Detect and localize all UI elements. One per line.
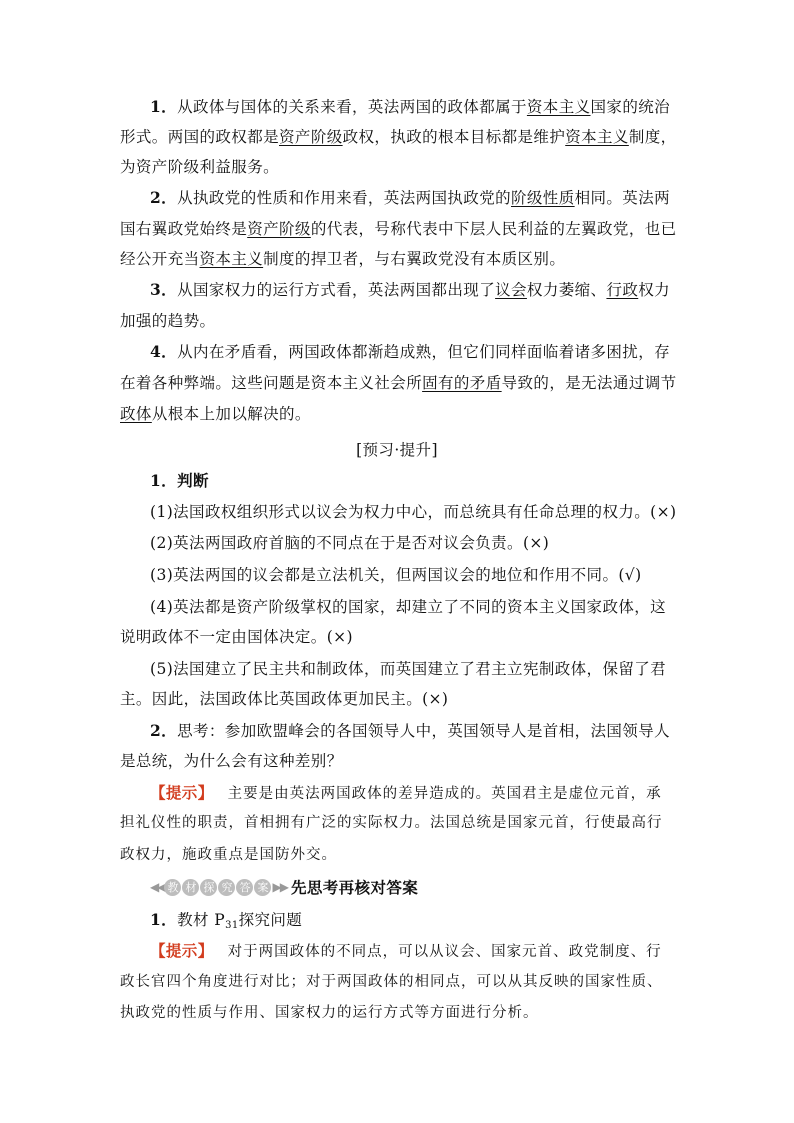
think-tip-line-1: 【提示】 主要是由英法两国政体的差异造成的。英国君主是虚位元首，承 [150,783,662,802]
think-line-1: 2．思考：参加欧盟峰会的各国领导人中，英国领导人是首相，法国领导人 [150,721,670,740]
banner-seal-char: 案 [254,879,271,896]
tip-label: 【提示】 [150,941,214,960]
banner-seal-char: 答 [236,879,253,896]
point-2-line-3: 经公开充当资本主义制度的捍卫者，与右翼政党没有本质区别。 [120,250,566,268]
point-1-line-1: 1．从政体与国体的关系来看，英法两国的政体都属于资本主义国家的统治 [150,97,671,116]
point-1-line-2: 形式。两国的政权都是资产阶级政权，执政的根本目标都是维护资本主义制度， [120,128,677,146]
textbook-tip-line-2: 政长官四个角度进行对比；对于两国政体的相同点，可以从其反映的国家性质、 [120,974,663,990]
textbook-tip-line-3: 执政党的性质与作用、国家权力的运行方式等方面进行分析。 [120,1005,539,1021]
point-3-line-2: 加强的趋势。 [120,312,216,330]
think-tip-line-3: 政权力，施政重点是国防外交。 [120,847,337,863]
judge-item-5-line-1: (5)法国建立了民主共和制政体，而英国建立了君主立宪制政体，保留了君 [150,660,667,678]
think-line-2: 是总统，为什么会有这种差别？ [120,752,343,770]
answer-banner [150,876,418,898]
point-4-line-3: 政体从根本上加以解决的。 [120,405,311,423]
tip-label: 【提示】 [150,783,214,802]
point-2-line-1: 2．从执政党的性质和作用来看，英法两国执政党的阶级性质相同。英法两 [150,188,671,207]
judge-item-1: (1)法国政权组织形式以议会为权力中心，而总统具有任命总理的权力。(×) [150,503,677,521]
point-2-line-2: 国右翼政党始终是资产阶级的代表，号称代表中下层人民利益的左翼政党，也已 [120,220,677,238]
point-3-line-1: 3．从国家权力的运行方式看，英法两国都出现了议会权力萎缩、行政权力 [150,280,671,299]
judge-item-4-line-1: (4)英法都是资产阶级掌权的国家，却建立了不同的资本主义国家政体，这 [150,598,667,616]
judge-item-5-line-2: 主。因此，法国政体比英国政体更加民主。(×) [120,690,449,708]
judge-title: 1．判断 [150,471,209,490]
textbook-question-title: 1．教材 $P_{31}$探究问题 [150,910,303,931]
banner-seal-char: 究 [218,879,235,896]
judge-item-2: (2)英法两国政府首脑的不同点在于是否对议会负责。(×) [150,534,550,552]
think-tip-line-2: 担礼仪性的职责，首相拥有广泛的实际权力。法国总统是国家元首，行使最高行 [120,815,663,831]
judge-item-4-line-2: 说明政体不一定由国体决定。(×) [120,628,353,646]
judge-item-3: (3)英法两国的议会都是立法机关，但两国议会的地位和作用不同。(√) [150,566,642,584]
banner-title: 先思考再核对答案 [290,878,419,897]
banner-seal-char: 教 [164,879,181,896]
banner-ribbon-icon: ◀◀ 教 材 探 究 答 案 ▶▶ [150,880,287,894]
banner-seal-char: 材 [182,879,199,896]
point-1-line-3: 为资产阶级利益服务。 [120,158,280,176]
banner-seal-char: 探 [200,879,217,896]
section-heading: [预习·提升] [356,441,438,459]
point-4-line-2: 在着各种弊端。这些问题是资本主义社会所固有的矛盾导致的，是无法通过调节 [120,374,677,392]
textbook-tip-line-1: 【提示】 对于两国政体的不同点，可以从议会、国家元首、政党制度、行 [150,941,662,960]
point-4-line-1: 4．从内在矛盾看，两国政体都渐趋成熟，但它们同样面临着诸多困扰，存 [150,342,670,361]
